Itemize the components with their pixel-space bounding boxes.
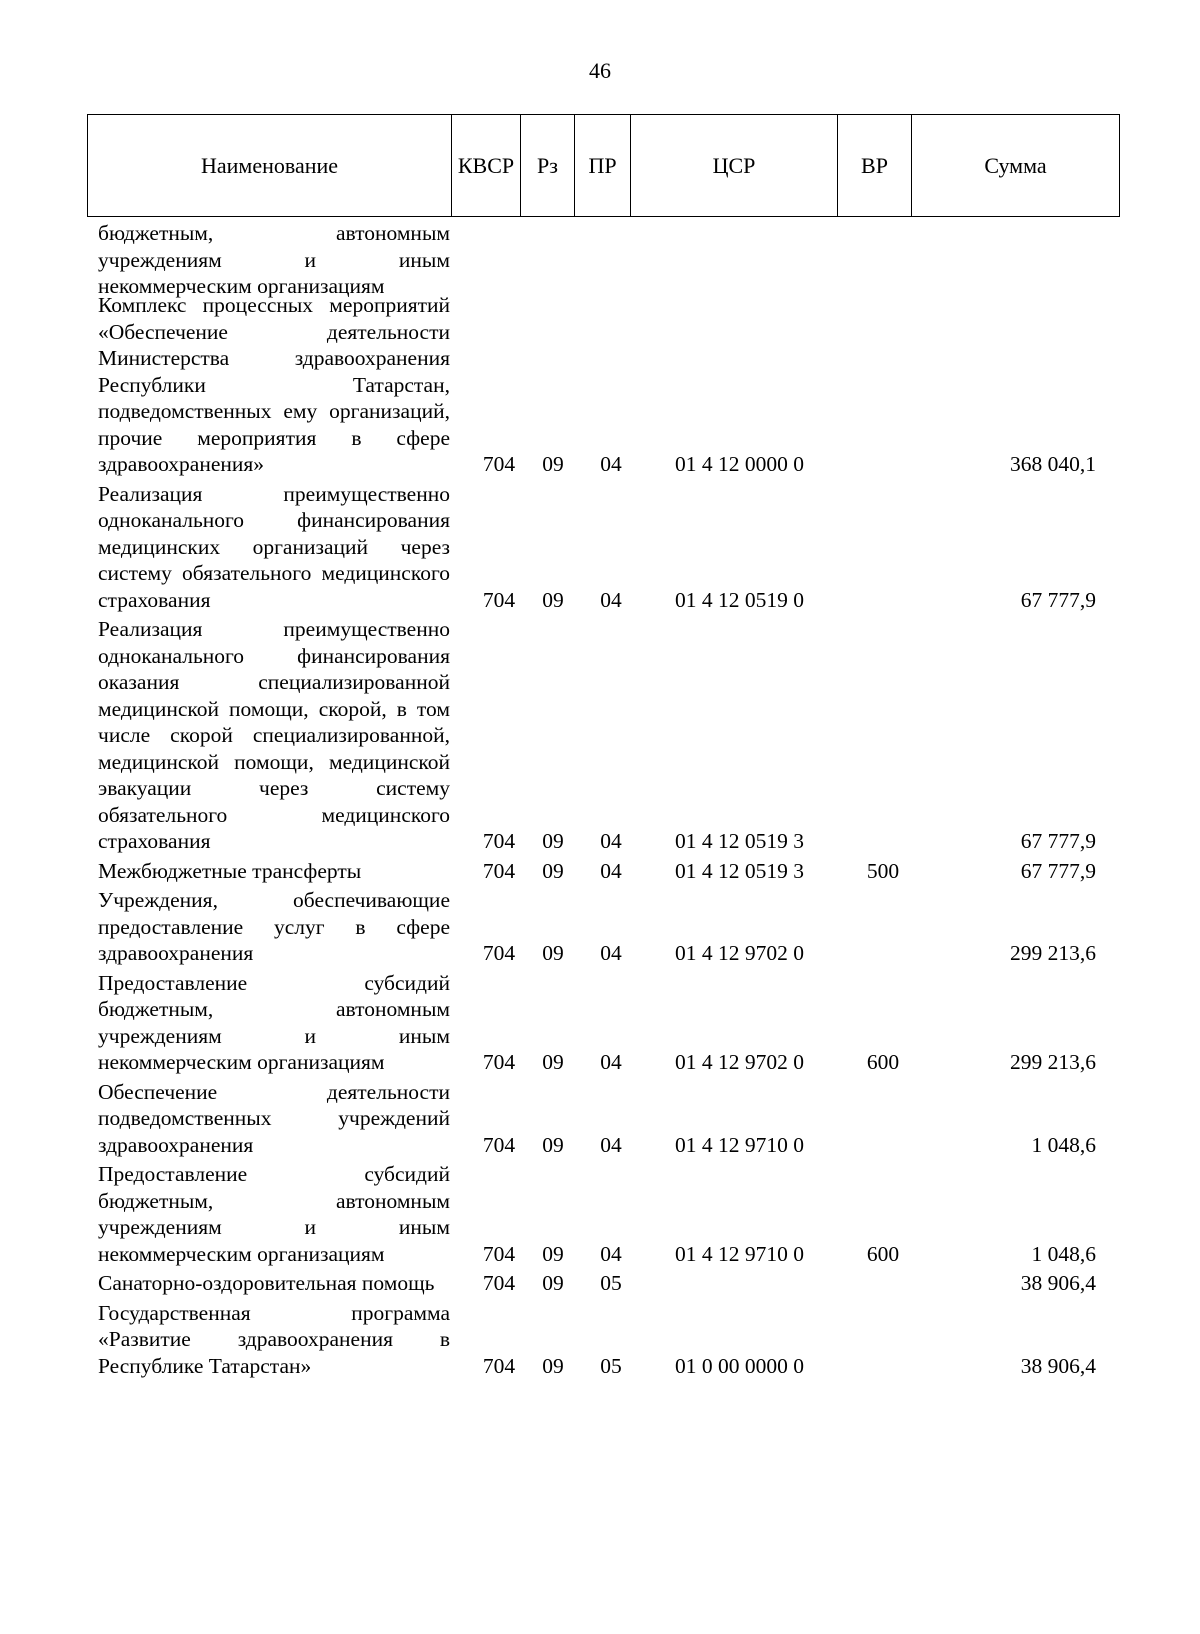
table-body — [98, 220, 1128, 1379]
row-csr: 01 4 12 9710 0 — [675, 1132, 804, 1157]
header-vr: ВР — [838, 115, 912, 216]
table-row — [98, 220, 1128, 298]
header-csr: ЦСР — [631, 115, 838, 216]
row-name: Комплекс процессных мероприятий «Обеспечение деятельности Министерства здравоохранения Республики Татарстан, подведомственных ему организаций, прочие мероприятия в сфере здравоохранения» — [98, 293, 450, 476]
row-sum: 67 777,9 — [1020, 587, 1096, 612]
row-csr: 01 4 12 9710 0 — [675, 1241, 804, 1266]
header-rz: Рз — [521, 115, 575, 216]
row-rz: 09 — [542, 452, 564, 476]
row-name: Реализация преимущественно одноканального финансирования оказания специализированной медицинской помощи, скорой, в том числе скорой специализированной, медицинской помощи, медицинской эвакуации через систему обязательного медицинского страхования — [98, 617, 450, 853]
row-kvsr: 704 — [482, 1050, 516, 1074]
table-row — [98, 292, 1128, 478]
row-csr: 01 4 12 0519 3 — [675, 829, 804, 853]
row-pr: 05 — [600, 1353, 622, 1378]
row-sum: 67 777,9 — [1020, 858, 1096, 883]
row-kvsr: 704 — [482, 452, 516, 476]
table-row — [98, 1079, 1128, 1159]
row-sum: 1 048,6 — [1031, 1241, 1096, 1266]
table-row — [98, 858, 1128, 885]
row-sum: 299 213,6 — [1010, 941, 1096, 965]
row-pr: 04 — [600, 941, 622, 965]
table-row — [98, 887, 1128, 967]
row-csr: 01 0 00 0000 0 — [675, 1353, 804, 1378]
row-pr: 04 — [600, 829, 622, 853]
row-pr: 04 — [600, 587, 622, 612]
row-rz: 09 — [542, 587, 564, 612]
table-row — [98, 1270, 1128, 1297]
row-name: Межбюджетные трансферты — [98, 858, 362, 883]
row-vr: 500 — [866, 858, 900, 883]
row-kvsr: 704 — [482, 587, 516, 612]
row-csr: 01 4 12 0519 3 — [675, 858, 804, 883]
row-pr: 04 — [600, 1241, 622, 1266]
row-name: Санаторно-оздоровительная помощь — [98, 1271, 435, 1295]
row-rz: 09 — [542, 1132, 564, 1157]
row-kvsr: 704 — [482, 1241, 516, 1266]
row-pr: 04 — [600, 858, 622, 883]
row-sum: 299 213,6 — [1010, 1050, 1096, 1074]
row-vr: 600 — [866, 1050, 900, 1074]
header-sum: Сумма — [984, 152, 1047, 178]
row-kvsr: 704 — [482, 1353, 516, 1378]
row-sum: 368 040,1 — [1010, 452, 1096, 476]
row-name: Предоставление субсидий бюджетным, автономным учреждениям и иным некоммерческим организациям — [98, 1162, 450, 1266]
row-sum: 38 906,4 — [1020, 1353, 1096, 1378]
row-csr: 01 4 12 9702 0 — [675, 1050, 804, 1074]
table-row — [98, 1161, 1128, 1267]
header-pr: ПР — [575, 115, 631, 216]
row-vr: 600 — [866, 1241, 900, 1266]
row-pr: 04 — [600, 452, 622, 476]
row-name: бюджетным, автономным учреждениям и иным некоммерческим организациям — [98, 221, 450, 298]
row-name: Учреждения, обеспечивающие предоставление услуг в сфере здравоохранения — [98, 888, 450, 965]
table-row — [98, 970, 1128, 1076]
row-kvsr: 704 — [482, 858, 516, 883]
row-csr: 01 4 12 0519 0 — [675, 587, 804, 612]
row-rz: 09 — [542, 1241, 564, 1266]
page-number: 46 — [589, 58, 611, 83]
table-row — [98, 1300, 1128, 1380]
table-row — [98, 481, 1128, 614]
row-kvsr: 704 — [482, 829, 516, 853]
row-rz: 09 — [542, 941, 564, 965]
row-pr: 04 — [600, 1132, 622, 1157]
row-name: Государственная программа «Развитие здравоохранения в Республике Татарстан» — [98, 1300, 450, 1378]
row-csr: 01 4 12 0000 0 — [675, 452, 804, 476]
row-rz: 09 — [542, 1050, 564, 1074]
table-header — [87, 114, 1120, 217]
row-rz: 09 — [542, 829, 564, 853]
row-sum: 1 048,6 — [1031, 1132, 1096, 1157]
row-csr: 01 4 12 9702 0 — [675, 941, 804, 965]
row-sum: 38 906,4 — [1020, 1271, 1096, 1295]
header-name: Наименование — [88, 115, 452, 216]
table-row — [98, 616, 1128, 855]
header-kvsr: КВСР — [452, 115, 521, 216]
row-name: Предоставление субсидий бюджетным, автономным учреждениям и иным некоммерческим организациям — [98, 970, 450, 1074]
row-kvsr: 704 — [482, 1271, 516, 1295]
row-name: Обеспечение деятельности подведомственных учреждений здравоохранения — [98, 1079, 450, 1157]
row-pr: 04 — [600, 1050, 622, 1074]
row-rz: 09 — [542, 1353, 564, 1378]
row-rz: 09 — [542, 858, 564, 883]
row-kvsr: 704 — [482, 1132, 516, 1157]
row-kvsr: 704 — [482, 941, 516, 965]
row-sum: 67 777,9 — [1020, 829, 1096, 853]
row-rz: 09 — [542, 1271, 564, 1295]
row-pr: 05 — [600, 1271, 622, 1295]
row-name: Реализация преимущественно одноканального финансирования медицинских организаций через систему обязательного медицинского страхования — [98, 481, 450, 612]
